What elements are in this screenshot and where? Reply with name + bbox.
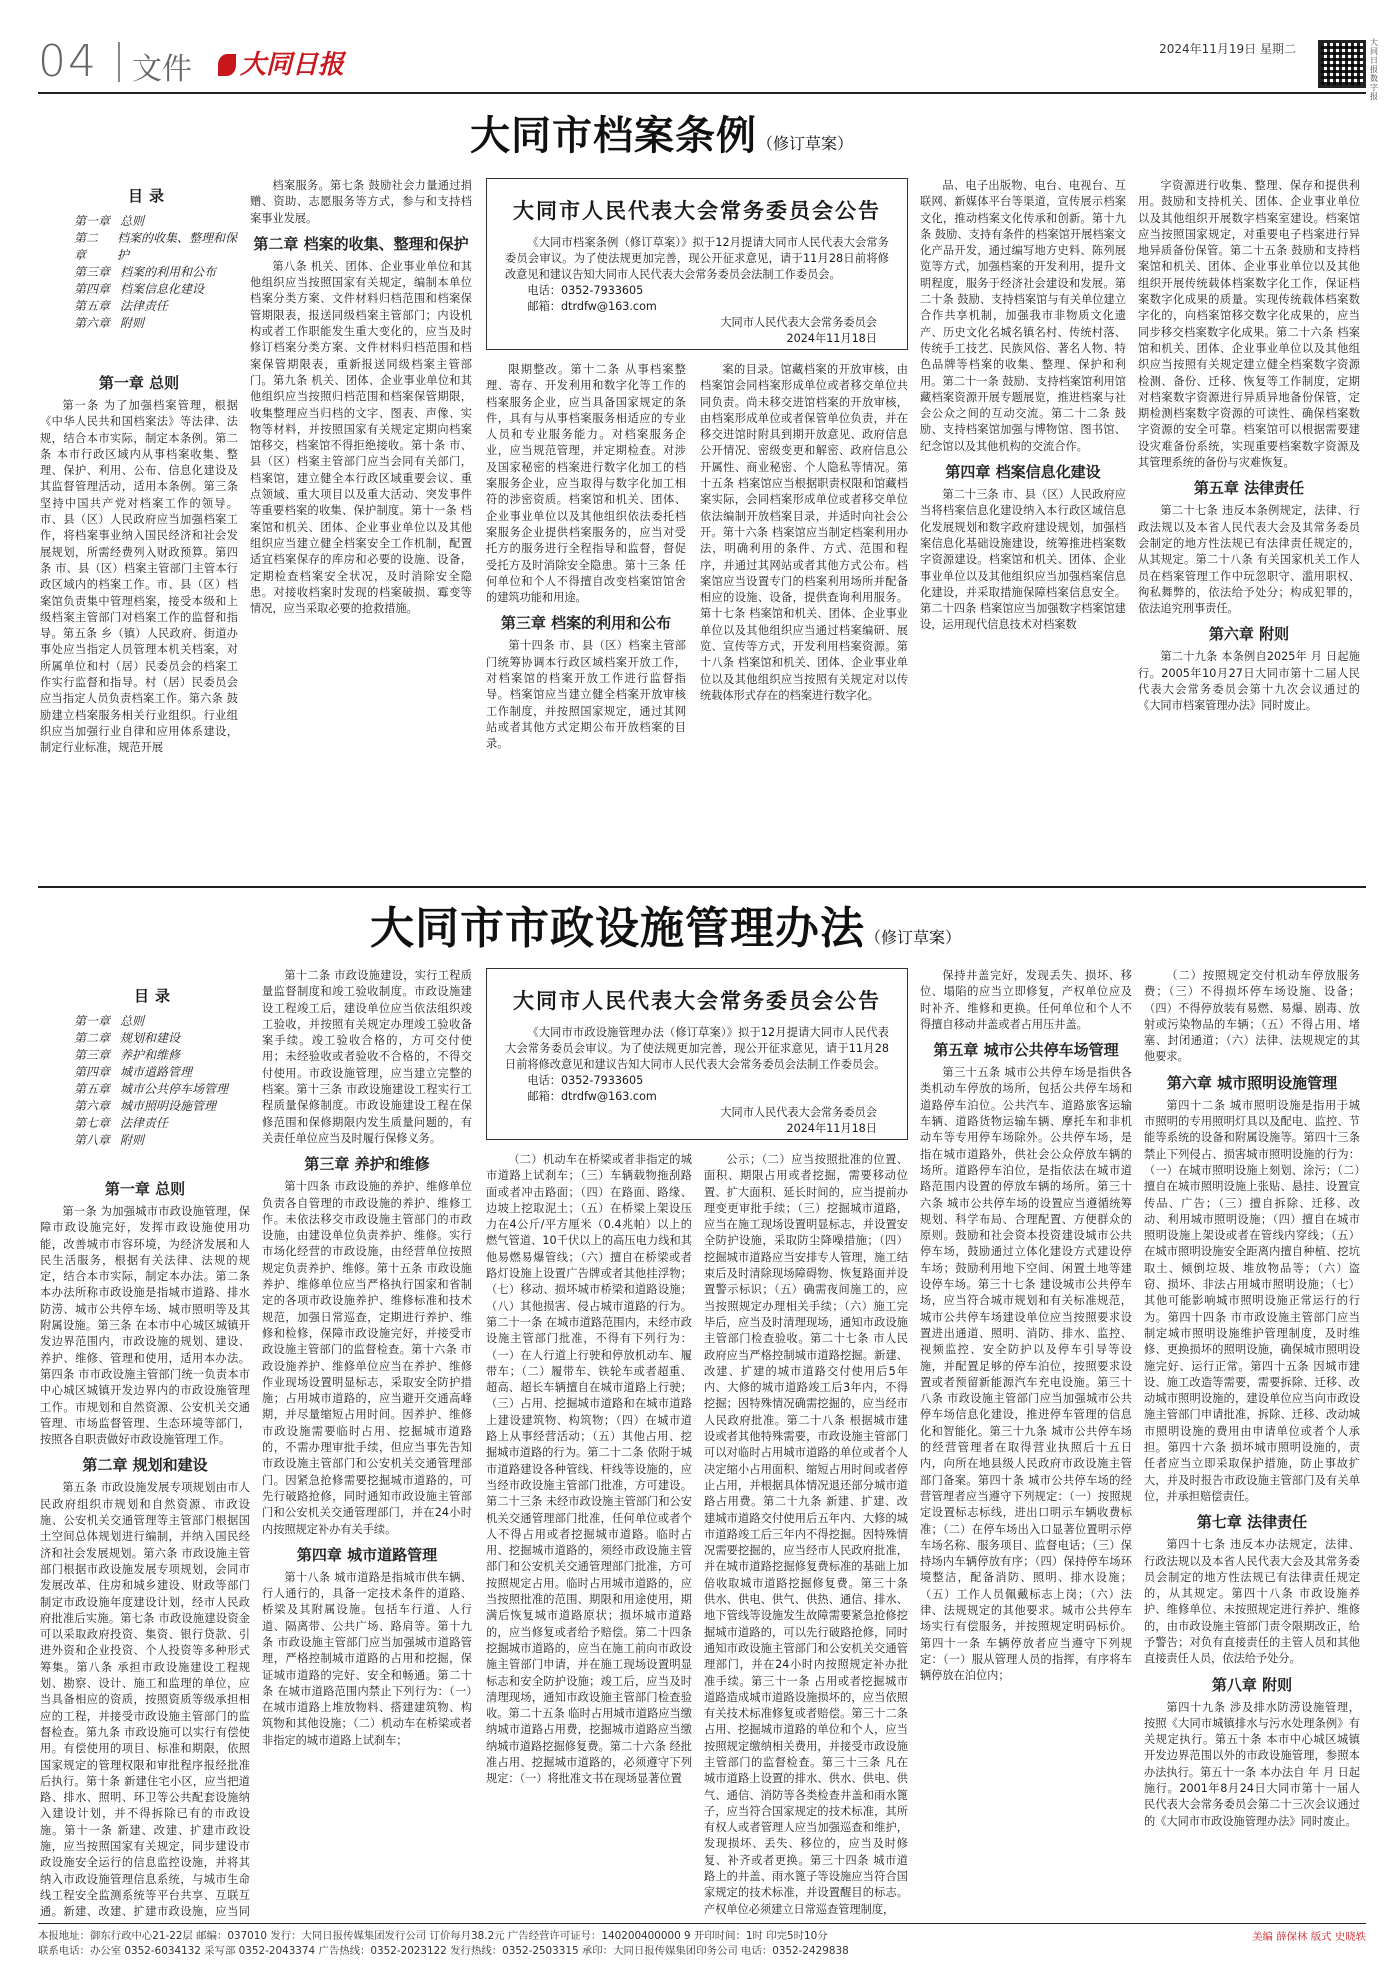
article-divider: [38, 886, 1366, 888]
toc-title: 目录: [133, 987, 176, 1005]
article-text: 第十二条 市政设施建设，实行工程质量监督制度和竣工验收制度。市政设施建设工程竣工后，建设单位应当依法组织竣工验收，并按照有关规定办理竣工验收备案手续。竣工验收合格的，方可交付使用；未经验收或者验收不合格的，不得交付使用。市政设施管理，应当建立完整的档案。第十三条 市政设施建设工程实行工程质量保修制度。市政设施建设工程在保修范围和保修期限内发生质量问题的，有关责任单位应当及时履行保修义务。: [262, 969, 472, 1145]
toc-item[interactable]: [60, 264, 238, 281]
toc-name: 城市公共停车场管理: [120, 1082, 229, 1096]
article1-column-2: [250, 178, 472, 874]
toc-item[interactable]: [60, 1064, 250, 1081]
toc-item[interactable]: [60, 1030, 250, 1047]
article2-subtitle: （修订草案）: [865, 928, 962, 947]
toc-num: 第二章: [74, 1031, 111, 1045]
toc-name: 总则: [120, 1014, 145, 1028]
toc-num: 第四章: [74, 282, 111, 296]
article1-subtitle: （修订草案）: [757, 134, 854, 153]
toc-num: 第五章: [74, 299, 111, 313]
qr-code-icon: [1318, 40, 1366, 88]
article2-column-4: [704, 1152, 908, 1918]
toc-title: 目录: [127, 187, 170, 205]
article-text: 第四十七条 违反本办法规定，法律、行政法规以及本省人民代表大会及其常务委员会制定的地方性法规已有法律责任规定的，从其规定。第四十八条 市政设施养护、维修单位、未按照规定进行养护、维修的，由市政设施主管部门责令限期改正，给予警告；对负有直接责任的主管人员和其他直接责任人员，依法给予处分。: [1144, 1538, 1360, 1666]
footer-contact-line: 联系电话：办公室 0352-6034132 采写部 0352-2043374 广告热线：0352-2023122 发行热线：0352-2503315 承印：大同日报传媒集团印务公司 电话：0352-2429838: [38, 1945, 849, 1957]
chapter-heading: 第八章 附则: [1211, 1675, 1293, 1694]
article-text: （二）机动车在桥梁或者非指定的城市道路上试刹车；（三）车辆载物拖刮路面或者冲击路面；（四）在路面、路缘、边坡上挖取泥土；（五）在桥梁上架设压力在4公斤/平方厘米（0.4兆帕）以上的燃气管道、10千伏以上的高压电力线和其他易燃易爆管线；（六）擅自在桥梁或者路灯设施上设置广告牌或者其他挂浮物；（七）移动、损坏城市桥梁和道路设施；（八）其他损害、侵占城市道路的行为。第二十一条 在城市道路范围内，未经市政设施主管部门批准，不得有下列行为：（一）在人行道上行驶和停放机动车、履带车；（二）履带车、铁轮车或者超重、超高、超长车辆擅自在城市道路上行驶；（三）占用、挖掘城市道路和在城市道路上建设建筑物、构筑物；（四）在城市道路上从事经营活动；（五）其他占用、挖掘城市道路的行为。第二十二条 依附于城市道路建设各种管线、杆线等设施的，应当经市政设施主管部门批准，方可建设。第二十三条 未经市政设施主管部门和公安机关交通管理部门批准，任何单位或者个人不得占用或者挖掘城市道路。临时占用、挖掘城市道路的，须经市政设施主管部门和公安机关交通管理部门批准，方可按照规定占用。临时占用城市道路的，应当按照批准的范围、期限和用途使用，期满后恢复城市道路原状；损坏城市道路的，应当修复或者给予赔偿。第二十四条 挖掘城市道路的，应当在施工前向市政设施主管部门申请，并在施工现场设置明显标志和安全防护设施；竣工后，应当及时清理现场，通知市政设施主管部门检查验收。第二十五条 临时占用城市道路应当缴纳城市道路占用费，挖掘城市道路应当缴纳城市道路挖掘修复费。第二十六条 经批准占用、挖掘城市道路的，必须遵守下列规定：（一）将批准文书在现场显著位置: [486, 1153, 692, 1786]
notice-body: 《大同市市政设施管理办法（修订草案）》拟于12月提请大同市人民代表大会常务委员会审议。为了使法规更加完善，现公开征求意见，请于11月28日前将修改意见和建议告知大同市人民代表大会常务委员会法制工作委员会。: [505, 1026, 889, 1071]
toc-name: 养护和维修: [120, 1048, 181, 1062]
toc-num: 第六章: [74, 1099, 111, 1113]
article-text: 第三十五条 城市公共停车场是指供各类机动车停放的场所，包括公共停车场和道路停车泊位。公共汽车、道路旅客运输车辆、道路货物运输车辆、摩托车和非机动车等专用停车场除外。公共停车场，是指在城市道路外，供社会公众停放车辆的场所。道路停车泊位，是指依法在城市道路范围内设置的停放车辆的场所。第三十六条 城市公共停车场的设置应当遵循统筹规划、科学布局、合理配置、方便群众的原则。鼓励和社会资本投资建设城市公共停车场，鼓励通过立体化建设方式建设停车场；鼓励利用地下空间、闲置土地等建设停车场。第三十七条 建设城市公共停车场，应当符合城市规划和有关标准规范，城市公共停车场建设单位应当按照要求设置进出通道、照明、消防、排水、监控、视频监控、安全防护以及停车引导等设施，并配置足够的停车泊位，按照要求设置或者预留新能源汽车充电设施。第三十八条 市政设施主管部门应当加强城市公共停车场信息化建设，推进停车管理的信息化和智能化。第三十九条 城市公共停车场的经营管理者在取得营业执照后十五日内，向所在地县级人民政府市政设施主管部门备案。第四十条 城市公共停车场的经营管理者应当遵守下列规定：（一）按照规定设置标志标线，进出口明示车辆收费标准；（二）在停车场出入口显著位置明示停车场名称、服务项目、监督电话；（三）保持场内车辆停放有序；（四）保持停车场环境整洁，配备消防、照明、排水设施；（五）工作人员佩戴标志上岗；（六）法律、法规规定的其他要求。城市公共停车场实行有偿服务，并按照规定明码标价。第四十一条 车辆停放者应当遵守下列规定：（一）服从管理人员的指挥，有序将车辆停放在泊位内；: [920, 1066, 1132, 1683]
article-text: 第二十三条 市、县（区）人民政府应当将档案信息化建设纳入本行政区域信息化发展规划和数字政府建设规划，加强档案信息化基础设施建设，统筹推进档案数字资源建设。档案馆和机关、团体、企业事业单位以及其他组织应当加强档案信息化建设，并采取措施保障档案信息安全。第二十四条 档案馆应当加强数字档案馆建设，运用现代信息技术对档案数: [920, 488, 1126, 632]
article1-column-6: [1138, 178, 1360, 874]
chapter-heading: 第三章 档案的利用和公布: [500, 614, 672, 633]
article2-notice-box: [486, 968, 908, 1140]
article-text: 第二十九条 本条例自2025年 月 日起施行。2005年10月27日大同市第十二届人民代表大会常务委员会第十九次会议通过的《大同市档案管理办法》同时废止。: [1138, 650, 1360, 713]
article-text: 案的目录。馆藏档案的开放审核，由档案馆会同档案形成单位或者移交单位共同负责。尚未移交进馆档案的开放审核，由档案形成单位或者保管单位负责，并在移交进馆时附具到期开放意见、政府信息公开情况、密级变更和解密、政府信息公开属性、商业秘密、个人隐私等情况。第十五条 档案馆应当根据职责权限和馆藏档案实际，会同档案形成单位或者移交单位依法编制开放档案目录，并适时向社会公开。第十六条 档案馆应当制定档案利用办法，明确利用的条件、方式、范围和程序，并通过其网站或者其他方式公布。档案馆应当设置专门的档案利用场所并配备相应的设施、设备，提供查询利用服务。第十七条 档案馆和机关、团体、企业事业单位以及其他组织应当通过档案编研、展览、宣传等方式，开发利用档案资源。第十八条 档案馆和机关、团体、企业事业单位以及其他组织应当按照有关规定对以传统载体形式存在的档案进行数字化。: [700, 363, 908, 702]
article-text: 第十四条 市、县（区）档案主管部门统筹协调本行政区域档案开放工作，对档案馆的档案开放工作进行监督指导。档案馆应当建立健全档案开放审核工作制度，并按照国家规定，通过其网站或者其他方式定期公布开放档案的目录。: [486, 639, 686, 751]
toc-item[interactable]: [60, 1081, 250, 1098]
notice-title: 大同市人民代表大会常务委员会公告: [513, 989, 881, 1013]
toc-name: 法律责任: [120, 1116, 169, 1130]
page-section: 文件: [132, 52, 192, 87]
article1-column-3: [486, 362, 686, 874]
article2-column-6: [1144, 968, 1360, 1918]
chapter-heading: 第六章 附则: [1208, 625, 1290, 644]
article2-column-2: [262, 968, 472, 1918]
article-text: （二）按照规定交付机动车停放服务费；（三）不得损坏停车场设施、设备；（四）不得停放装有易燃、易爆、剧毒、放射或污染物品的车辆；（五）不得占用、堵塞、封闭通道；（六）法律、法规规定的其他要求。: [1144, 969, 1360, 1064]
toc-num: 第一章: [74, 214, 111, 228]
notice-title: 大同市人民代表大会常务委员会公告: [513, 199, 881, 223]
toc-item[interactable]: [60, 281, 238, 298]
toc-num: 第八章: [74, 1133, 111, 1147]
paper-logo: 大同日报: [218, 44, 344, 81]
qr-caption: 大同日报数字报: [1370, 38, 1378, 101]
chapter-heading: 第一章 总则: [104, 1180, 186, 1198]
toc-item[interactable]: [60, 1115, 250, 1132]
article-text: 限期整改。第十二条 从事档案整理、寄存、开发利用和数字化等工作的档案服务企业，应当具备国家规定的条件，具有与从事档案服务相适应的专业人员和专业服务能力。对档案服务企业，应当规范管理，并定期检查。对涉及国家秘密的档案进行数字化加工的档案服务企业，应当取得与数字化加工相符的涉密资质。档案馆和机关、团体、企业事业单位以及其他组织依法委托档案服务企业提供档案服务的，应当对受托方的服务进行全程指导和监督，督促受托方及时消除安全隐患。第十三条 任何单位和个人不得擅自改变档案馆馆舍的建筑功能和用途。: [486, 363, 686, 605]
toc-num: 第六章: [74, 316, 111, 330]
notice-phone: 电话：0352-7933605: [527, 284, 644, 297]
toc-name: 附则: [120, 1133, 145, 1147]
chapter-heading: 第六章 城市照明设施管理: [1166, 1073, 1338, 1092]
article1-title: [470, 104, 853, 161]
toc-item[interactable]: [60, 1013, 250, 1030]
chapter-heading: 第二章 档案的收集、整理和保护: [253, 234, 469, 253]
article-text: 第一条 为了加强档案管理，根据《中华人民共和国档案法》等法律、法规，结合本市实际，制定本条例。第二条 本市行政区域内从事档案收集、整理、保护、利用、公布、信息化建设及其监督管理活动，适用本条例。第三条 坚持中国共产党对档案工作的领导。市、县（区）人民政府应当加强档案工作，将档案事业纳入国民经济和社会发展规划，所需经费列入财政预算。第四条 市、县（区）档案主管部门主管本行政区域内的档案工作。市、县（区）档案馆负责集中管理档案，接受本级和上级档案主管部门对档案工作的监督和指导。第五条 乡（镇）人民政府、街道办事处应当指定人员管理本机关档案，对所属单位和村（居）民委员会的档案工作实行监督和指导。村（居）民委员会应当指定人员负责档案工作。第六条 鼓励建立档案服务相关行业组织。行业组织应当加强行业自律和应用体系建设，制定行业标准，规范开展: [40, 399, 238, 755]
chapter-heading: 第三章 养护和维修: [304, 1155, 430, 1174]
notice-email[interactable]: 邮箱：dtrdfw@163.com: [527, 300, 657, 313]
article2-toc: [60, 988, 250, 1149]
toc-name: 档案的收集、整理和保护: [117, 231, 238, 262]
issue-date: 2024年11月19日 星期二: [1159, 42, 1296, 56]
toc-item[interactable]: [60, 315, 238, 332]
masthead-divider: [118, 42, 120, 82]
article1-column-5: [920, 178, 1126, 874]
article2-column-5: [920, 968, 1132, 1918]
chapter-heading: 第七章 法律责任: [1196, 1513, 1308, 1532]
toc-name: 附则: [120, 316, 145, 330]
toc-num: 第七章: [74, 1116, 111, 1130]
toc-num: 第二章: [74, 231, 99, 262]
notice-date: 2024年11月18日: [786, 1122, 877, 1135]
article1-column-1: [40, 366, 238, 874]
toc-num: 第四章: [74, 1065, 111, 1079]
chapter-heading: 第四章 档案信息化建设: [945, 463, 1101, 482]
article-text: 保持井盖完好，发现丢失、损坏、移位、塌陷的应当立即修复，产权单位应及时补齐、维修和更换。任何单位和个人不得擅自移动井盖或者占用压井盖。: [920, 969, 1132, 1031]
notice-org: 大同市人民代表大会常务委员会: [720, 1106, 877, 1119]
toc-num: 第五章: [74, 1082, 111, 1096]
article-text: 第十四条 市政设施的养护、维修单位负责各自管理的市政设施的养护、维修工作。未依法移交市政设施主管部门的市政设施，由建设单位负责养护、维修。实行市场化经营的市政设施，由经营单位按照规定负责养护、维修。第十五条 市政设施养护、维修单位应当严格执行国家和省制定的各项市政设施养护、维修标准和技术规范，加强日常巡查，定期进行养护、维修和检修，保障市政设施完好，并接受市政设施主管部门的监督检查。第十六条 市政设施养护、维修单位应当在养护、维修作业现场设置明显标志，采取安全防护措施；占用城市道路的，应当避开交通高峰期，并尽量缩短占用时间。因养护、维修市政设施需要临时占用、挖掘城市道路的，不需办理审批手续，但应当事先告知市政设施主管部门和公安机关交通管理部门。因紧急抢修需要挖掘城市道路的，可先行破路抢修，同时通知市政设施主管部门和公安机关交通管理部门，并在24小时内按照规定补办有关手续。: [262, 1180, 472, 1536]
toc-name: 城市道路管理: [120, 1065, 193, 1079]
article-text: 字资源进行收集、整理、保存和提供利用。鼓励和支持机关、团体、企业事业单位以及其他组织开展数字档案室建设。档案馆应当按照国家规定，对重要电子档案进行异地异质备份保管。第二十五条 鼓励和支持档案馆和机关、团体、企业事业单位以及其他组织开展传统载体档案数字化工作，保证档案数字化成果的质量。实现传统载体档案数字化的，向档案馆移交数字化成果的，应当同步移交档案数字化成果。第二十六条 档案馆和机关、团体、企业事业单位以及其他组织应当按照有关规定建立健全档案数字资源检测、备份、迁移、恢复等工作制度，定期对档案数字资源进行异质异地备份保管，定期检测档案数字资源的可读性、确保档案数字资源的安全可靠。档案馆可以根据需要建设灾难备份系统，实现重要档案数字资源及其管理系统的备份与灾难恢复。: [1138, 179, 1360, 470]
toc-name: 档案信息化建设: [120, 282, 205, 296]
toc-item[interactable]: [60, 230, 238, 264]
notice-date: 2024年11月18日: [786, 332, 877, 345]
toc-item[interactable]: [60, 1132, 250, 1149]
article-text: 档案服务。第七条 鼓励社会力量通过捐赠、资助、志愿服务等方式，参与和支持档案事业发展。: [250, 179, 472, 225]
toc-name: 法律责任: [120, 299, 169, 313]
article1-notice-box: [486, 178, 908, 350]
footer: [38, 1923, 1366, 1959]
toc-name: 规划和建设: [120, 1031, 181, 1045]
chapter-heading: 第五章 城市公共停车场管理: [933, 1041, 1119, 1060]
chapter-heading: 第四章 城市道路管理: [296, 1545, 438, 1564]
notice-email[interactable]: 邮箱：dtrdfw@163.com: [527, 1090, 657, 1103]
toc-item[interactable]: [60, 1098, 250, 1115]
article2-title: [370, 892, 961, 956]
toc-name: 档案的利用和公布: [120, 265, 217, 279]
article-text: 第五条 市政设施发展专项规划由市人民政府组织市规划和自然资源、市政设施、公安机关交通管理等主管部门根据国土空间总体规划进行编制，并纳入国民经济和社会发展规划。第六条 市政设施主管部门根据市政设施发展专项规划，会同市发展改革、住房和城乡建设、财政等部门制定市政设施年度建设计划，经市人民政府批准后实施。第七条 市政设施建设资金可以采取政府投资、集资、银行贷款、引进外资和企业投资、个人投资等多种形式筹集。第八条 承担市政设施建设工程规划、勘察、设计、施工和监理的单位，应当具备相应的资质，按照资质等级承担相应的工程，并接受市政设施主管部门的监督检查。第九条 市政设施可以实行有偿使用。有偿使用的项目、标准和期限，依照国家规定的管理权限和审批程序报经批准后执行。第十条 新建住宅小区，应当把道路、排水、照明、环卫等公共配套设施纳入建设计划，并不得拆除已有的市政设施。第十一条 新建、改建、扩建市政设施，应当按照国家有关规定，同步建设市政设施安全运行的信息监控设施，并将其纳入市政设施管理信息系统，与城市生命线工程安全监测系统等平台共享、互联互通。新建、改建、扩建市政设施，应当同: [40, 1481, 250, 1918]
notice-phone: 电话：0352-7933605: [527, 1074, 644, 1087]
chapter-heading: 第一章 总则: [98, 374, 180, 392]
article-text: 第二十七条 违反本条例规定，法律、行政法规以及本省人民代表大会及其常务委员会制定的地方性法规已有法律责任规定的，从其规定。第二十八条 有关国家机关工作人员在档案管理工作中玩忽职守、滥用职权、徇私舞弊的，依法给予处分；构成犯罪的，依法追究刑事责任。: [1138, 504, 1360, 616]
article1-title-text: 大同市档案条例: [470, 113, 757, 159]
article1-toc: [60, 188, 238, 332]
article1-column-4: [700, 362, 908, 874]
article-text: 第四十二条 城市照明设施是指用于城市照明的专用照明灯具以及配电、监控、节能等系统的设备和附属设施等。第四十三条 禁止下列侵占、损害城市照明设施的行为：（一）在城市照明设施上刻划、涂污；（二）擅自在城市照明设施上张贴、悬挂、设置宣传品、广告；（三）擅自拆除、迁移、改动、利用城市照明设施；（四）擅自在城市照明设施上架设或者在管线内穿线；（五）在城市照明设施安全距离内擅自种植、挖坑取土、倾倒垃圾、堆放物品等；（六）盗窃、损坏、非法占用城市照明设施；（七）其他可能影响城市照明设施正常运行的行为。第四十四条 市市政设施主管部门应当制定城市照明设施维护管理制度，及时维修、更换损坏的照明设施，确保城市照明设施完好、运行正常。第四十五条 因城市建设、施工改造等需要，需要拆除、迁移、改动城市照明设施的，建设单位应当向市政设施主管部门申请批准，拆除、迁移、改动城市照明设施的费用由申请单位或者个人承担。第四十六条 损坏城市照明设施的，责任者应当立即采取保护措施，防止事故扩大，并及时报告市政设施主管部门及有关单位，并承担赔偿责任。: [1144, 1098, 1360, 1503]
notice-org: 大同市人民代表大会常务委员会: [720, 316, 877, 329]
article-text: 公示；（二）应当按照批准的位置、面积、期限占用或者挖掘，需要移动位置、扩大面积、延长时间的，应当提前办理变更审批手续；（三）挖掘城市道路，应当在施工现场设置明显标志，并设置安全防护设施，采取防尘降噪措施；（四）挖掘城市道路应当安排专人管理，施工结束后及时清除现场障碍物、恢复路面并设置警示标识；（五）确需夜间施工的，应当按照规定办理相关手续；（六）施工完毕后，应当及时清理现场，通知市政设施主管部门检查验收。第二十七条 市人民政府应当严格控制城市道路挖掘。新建、改建、扩建的城市道路交付使用后5年内、大修的城市道路竣工后3年内，不得挖掘；因特殊情况确需挖掘的，应当经市人民政府批准。第二十八条 根据城市建设或者其他特殊需要，市政设施主管部门可以对临时占用城市道路的单位或者个人决定缩小占用面积、缩短占用时间或者停止占用，并根据具体情况退还部分城市道路占用费。第二十九条 新建、扩建、改建城市道路交付使用后五年内、大修的城市道路竣工后三年内不得挖掘。因特殊情况需要挖掘的，应当经市人民政府批准，并在城市道路挖掘修复费标准的基础上加倍收取城市道路挖掘修复费。第三十条 供水、供电、供气、供热、通信、排水、地下管线等设施发生故障需要紧急抢修挖掘城市道路的，可以先行破路抢修，同时通知市政设施主管部门和公安机关交通管理部门，并在24小时内按照规定补办批准手续。第三十一条 占用或者挖掘城市道路造成城市道路设施损坏的，应当依照有关技术标准修复或者赔偿。第三十二条 占用、挖掘城市道路的单位和个人，应当按照规定缴纳相关费用，并接受市政设施主管部门的监督检查。第三十三条 凡在城市道路上设置的排水、供水、供电、供气、通信、消防等各类检查井盖和雨水篦子，应当符合国家规定的技术标准，其所有权人或者管理人应当加强巡查和维护，发现损坏、丢失、移位的，应当及时修复、补齐或者更换。第三十四条 城市道路上的井盖、雨水篦子等设施应当符合国家规定的技术标准，并设置醒目的标志。产权单位必须建立日常巡查管理制度，: [704, 1153, 908, 1916]
article2-column-1: [40, 1172, 250, 1918]
toc-item[interactable]: [60, 213, 238, 230]
toc-name: 总则: [120, 214, 145, 228]
footer-editors: 美编 薛保林 版式 史晓轶: [1252, 1931, 1366, 1943]
toc-name: 城市照明设施管理: [120, 1099, 217, 1113]
notice-body: 《大同市档案条例（修订草案）》拟于12月提请大同市人民代表大会常务委员会审议。为了使法规更加完善，现公开征求意见，请于11月28日前将修改意见和建议告知大同市人民代表大会常务委员会法制工作委员会。: [505, 236, 889, 281]
toc-item[interactable]: [60, 298, 238, 315]
article2-column-3: [486, 1152, 692, 1918]
article-text: 第八条 机关、团体、企业事业单位和其他组织应当按照国家有关规定，编制本单位档案分类方案、文件材料归档范围和档案保管期限表，报送同级档案主管部门；内设机构或者工作职能发生重大变化的，应当及时修订档案分类方案、文件材料归档范围和档案保管期限表，重新报送同级档案主管部门。第九条 机关、团体、企业事业单位和其他组织应当按照归档范围和档案保管期限，收集整理应当归档的文字、图表、声像、实物等材料，并按照国家有关规定定期向档案馆移交，档案馆不得拒绝接收。第十条 市、县（区）档案主管部门应当会同有关部门，档案馆，建立健全本行政区域重要会议、重点领域、重大项目以及重大活动、突发事件等重要档案的收集、保护制度。第十一条 档案馆和机关、团体、企业事业单位以及其他组织应当建立健全档案安全工作机制，配置适宜档案保存的库房和必要的设施、设备，定期检查档案安全状况，及时消除安全隐患。对接收档案时发现的档案破损、霉变等情况，应当采取必要的抢救措施。: [250, 259, 472, 616]
chapter-heading: 第二章 规划和建设: [82, 1456, 208, 1475]
article-text: 第十八条 城市道路是指城市供车辆、行人通行的，具备一定技术条件的道路、桥梁及其附属设施。包括车行道、人行道、隔离带、公共广场、路肩等。第十九条 市政设施主管部门应当加强城市道路管理，严格控制城市道路的占用和挖掘，保证城市道路的完好、安全和畅通。第二十条 在城市道路范围内禁止下列行为：（一）在城市道路上堆放物料、搭建建筑物、构筑物和其他设施；（二）机动车在桥梁或者非指定的城市道路上试刹车；: [262, 1570, 472, 1747]
toc-num: 第三章: [74, 1048, 111, 1062]
article-text: 第四十九条 涉及排水防涝设施管理，按照《大同市城镇排水与污水处理条例》有关规定执行。第五十条 本市中心城区城镇开发边界范围以外的市政设施管理，参照本办法执行。第五十一条 本办法自 年 月 日起施行。2001年8月24日大同市第十一届人民代表大会常务委员会第二十三次会议通过的《大同市市政设施管理办法》同时废止。: [1144, 1700, 1360, 1828]
toc-num: 第三章: [74, 265, 111, 279]
article2-title-text: 大同市市政设施管理办法: [370, 903, 865, 954]
footer-address-line: 本报地址：御东行政中心21-22层 邮编：037010 发行：大同日报传媒集团发行公司 订价每月38.2元 广告经营许可证号：140200400000 9 开印时间：1时 印完5时10分: [38, 1930, 828, 1942]
masthead: [0, 0, 1388, 101]
article-text: 品、电子出版物、电台、电视台、互联网、新媒体平台等渠道，宣传展示档案文化，推动档案文化传承和创新。第十九条 鼓励、支持有条件的档案馆开展档案文化产品开发，通过编写地方史料、陈列展览等方式，加强档案的开发利用，提升文明程度，服务于经济社会建设和发展。第二十条 鼓励、支持档案馆与有关单位建立合作共享机制，加强我市非物质文化遗产、历史文化名城名镇名村、传统村落、传统手工技艺、民族风俗、著名人物、特色品牌等档案的收集、整理、保护和利用。第二十一条 鼓励、支持档案馆利用馆藏档案资源开展专题展览，推进档案与社会公众之间的互动交流。第二十二条 鼓励、支持档案馆加强与博物馆、图书馆、纪念馆以及其他机构的交流合作。: [920, 179, 1126, 453]
masthead-rule: [38, 92, 1366, 94]
article-text: 第一条 为加强城市市政设施管理，保障市政设施完好，发挥市政设施使用功能，改善城市市容环境，为经济发展和人民生活服务，根据有关法律、法规的规定，结合本市实际，制定本办法。第二条 本办法所称市政设施是指城市道路、排水防涝、城市公共停车场、城市照明等及其附属设施。第三条 在本市中心城区城镇开发边界范围内，市政设施的规划、建设、养护、维修、管理和使用，适用本办法。第四条 市市政设施主管部门统一负责本市中心城区城镇开发边界内的市政设施管理工作。市规划和自然资源、公安机关交通管理、市场监督管理、生态环境等部门，按照各自职责做好市政设施管理工作。: [40, 1205, 250, 1447]
chapter-heading: 第五章 法律责任: [1193, 479, 1305, 498]
toc-num: 第一章: [74, 1014, 111, 1028]
page-number: 04: [38, 36, 98, 87]
toc-item[interactable]: [60, 1047, 250, 1064]
